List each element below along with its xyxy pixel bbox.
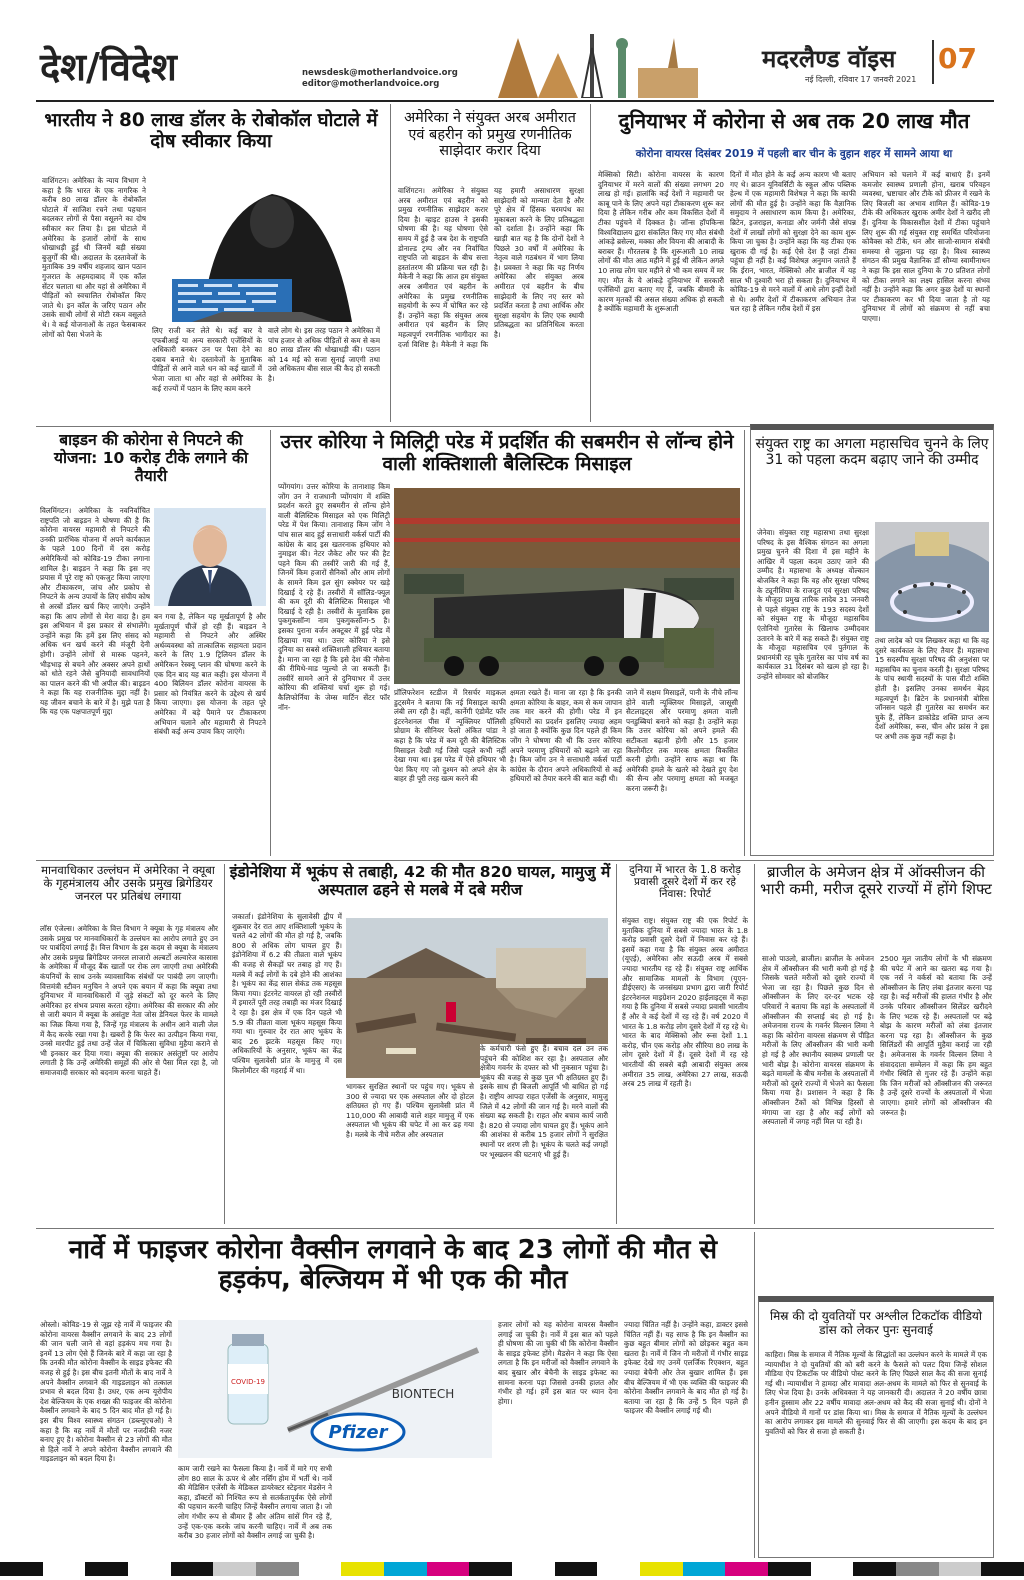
egypt-headline: मिस्र की दो युवतियों पर अश्लील टिकटॉक वीडियो डांस को लेकर पुनः सुनवाई [769, 1309, 982, 1337]
landmarks-illustration [478, 28, 708, 98]
missile-body-3: क्षमता रखते हैं। माना जा रहा है कि इनकी क्षमता कोरिया के बाहर, कम से कम जापान तक मार करने की होगी। परेड में इन हथियारों का प्रदर्शन इसलिए ज्यादा अहम हो जाता है क्योंकि कुछ दिन पहले ही किम जोंग ने घोषणा की थी कि उत्तर कोरिया अपने परमाणु हथियारों को बढ़ाने जा रहा है। किम जोंग उन ने सत्ताधारी वर्कर्स पार्टी कांग्रेस के दौरान अपने अधिकारियों से कई हथियारों को तैयार करने की बात कही थी। [510, 688, 622, 784]
vial-label: COVID-19 [231, 1378, 265, 1386]
robocall-body-1: वाशिंगटन। अमेरिका के न्याय विभाग ने कहा है कि भारत के एक नागरिक ने करीब 80 लाख डॉलर के रोबोकॉल घोटाले में साजिश रचने तथा पहचान बदलकर लोगों से पैसा वसूलने का दोष स्वीकार कर लिया है। इस घोटाले में अमेरिका के हजारों लोगों के साथ धोखाधड़ी हुई थी जिनमें बड़ी संख्या बुजुर्गों की थी। अदालत के दस्तावेजों के मुताबिक 39 वर्षीय शहजाद खान पठान गुजरात के अहमदाबाद में एक कॉल सेंटर चलाता था और यहां से अमेरिका में पीड़ितों को स्वचालित रोबोकॉल किए जाते थे। इन कॉल के जरिए पठान और उसके साथी लोगों से मोटी रकम वसूलते थे। वे कई योजनाओं के तहत फेसबाकर लोगों को पैसा भेजने के [42, 176, 146, 339]
hacker-image [152, 174, 382, 322]
brazil-body-2: 2500 मूल जातीय लोगों के भी संक्रमण की चपेट में आने का खतरा बढ़ गया है। एक नर्स ने वर्कर्स को बताया कि उन्हें ऑक्सीजन के लिए लंबा इंतजार करना पड़ रहा है। कई मरीजों की हालत गंभीर है और उनके परिवार ऑक्सीजन सिलेंडर खरीदने के लिए भटक रहे हैं। अस्पतालों पर बढ़े बोझ के कारण मरीजों को लंबा इंतजार करना पड़ रहा है। ऑक्सीजन के कुछ सिलिंडरों की आपूर्ति मुहैया कराई जा रही है। अमेजनास के गवर्नर विल्सन लिमा ने संवाददाता सम्मेलन में कहा कि हम बहुत गंभीर स्थिति से गुजर रहे हैं। उन्होंने कहा कि जिन मरीजों को ऑक्सीजन की जरूरत है उन्हें दूसरे राज्यों के अस्पतालों में भेजा जाएगा। हमारे लोगों को ऑक्सीजन की जरूरत है। [880, 954, 992, 1117]
norway-body-2: काम जारी रखने का फैसला किया है। नार्वे में मारे गए सभी लोग 80 साल के ऊपर थे और नर्सिंग होम में भर्ती थे। नार्वे की मेडिसिन एजेंसी के मेडिकल डायरेक्टर स्टेइनार मेडसेन ने कहा, डॉक्टरों को निश्चित रूप से सतर्कतापूर्वक ऐसे लोगों की पहचान करनी चाहिए जिन्हें वैक्सीन लगाया जाता है। जो लोग गंभीर रूप से बीमार हैं और अंतिम सांसें गिन रहे हैं, उन्हें एक-एक करके जांच करनी चाहिए। नार्वे में अब तक करीब 30 हजार लोगों को वैक्सीन लगाई जा चुकी है। [178, 1464, 332, 1541]
biden-photo [154, 508, 266, 606]
missile-photo [394, 488, 740, 684]
article-biden [36, 430, 266, 856]
un-body-2: तथा लादेब को पत्र लिखकर कहा था कि वह दूसरे कार्यकाल के लिए तैयार हैं। महासभा 15 सदस्यीय सुरक्षा परिषद की अनुशंसा पर महासचिव का चुनाव करती है। सुरक्षा परिषद के पांच स्थायी सदस्यों के पास वीटो शक्ति होती है। इसलिए उनका समर्थन बेहद महत्वपूर्ण है। ब्रिटेन के प्रधानमंत्री बोरिस जॉनसन पहले ही गुतारेस का समर्थन कर चुके हैं, लेकिन डाकोडेड शक्ति प्राप्त अन्य देशों अमेरिका, रूस, चीन और फ्रांस ने इस पर अभी तक कुछ नहीं कहा है। [875, 636, 989, 741]
norway-body-4: ज्यादा चिंतित नहीं है। उन्होंने कहा, डाक्टर इससे चिंतित नहीं हैं। यह साफ है कि इन वैक्सीन का कुछ बहुत बीमार लोगों को छोड़कर बहुत कम खतरा है। नार्वे में जिन नौ मरीजों में गंभीर साइड इफेक्ट देखे गए उनमें एलर्जिक रिएक्शन, बहुत ज्यादा बेचैनी और तेज बुखार शामिल हैं। इस बीच बेल्जियम में भी एक व्यक्ति की फाइजर की कोरोना वैक्सीन लगवाने के बाद मौत हो गई है। बताया जा रहा है कि उन्हें 5 दिन पहले ही फाइजर की वैक्सीन लगाई गई थी। [624, 1320, 748, 1416]
deaths-body-2: दिनों में मौत होने के कई अन्य कारण भी बताए गए थे। ब्राउन यूनिवर्सिटी के स्कूल ऑफ पब्लिक हेल्थ में एक महामारी विशेषज्ञ ने कहा कि काफी लोगों की मौत हुई है। उन्होंने कहा कि वैज्ञानिक समुदाय ने असाधारण काम किया है। अमेरिका, ब्रिटेन, इजराइल, कनाडा और जर्मनी जैसे संपन्न देशों में लाखों लोगों को सुरक्षा देने का काम शुरू किया जा चुका है। उन्होंने कहा कि यह टीका एक खुराक दी गई है। कई ऐसे देश हैं जहां टीका पहुंचा ही नहीं है। कई विशेषज्ञ अनुमान जताते हैं कि ईरान, भारत, मेक्सिको और ब्राजील में यह साल भी दुश्वारी भरा हो सकता है। दुनियाभर में कोविड-19 से मरने वालों में आधे लोग इन्हीं देशों से थे। अमीर देशों में टीकाकरण अभियान तेज चल रहा है लेकिन गरीब देशों में इस [730, 170, 856, 314]
masthead [0, 0, 1024, 100]
cuba-body: लॉस एंजेल्स। अमेरिका के वित्त विभाग ने क्यूबा के गृह मंत्रालय और उसके प्रमुख पर मानवाधिकारों के उल्लंघन का आरोप लगाते हुए उन पर पाबंदियां लगाई हैं। वित्त विभाग के इस कदम से क्यूबा के मंत्रालय और उसके प्रमुख ब्रिगेडियर जनरल लाजारो अल्बर्टो अल्वारेज कासास के अमेरिका में मौजूद बैंक खातों पर रोक लग जाएगी तथा अमेरिकी कंपनियों के साथ उनके व्यावसायिक संबंधों पर पाबंदी लग जाएगी। वित्तमंत्री स्टीवन मनुचिन ने अपने एक बयान में कहा कि क्यूबा तथा दुनियाभर में मानवाधिकारों में जुड़े संकटों को दूर करने के लिए अमेरिका हर संभव प्रयास करता रहेगा। अमेरिका की सरकार की ओर से जारी बयान में क्यूबा के असंतुष्ट नेता जोस डेनियल फेरर के मामले का जिक्र किया गया है, जिन्हें गृह मंत्रालय के अधीन आने वाली जेल में कैद करके रखा गया है। खबरों है कि फेरर का उत्पीड़न किया गया, उनसे मारपीट हुई तथा उन्हें जेल में चिकित्सा सुविधा मुहैया कराने से भी इनकार कर दिया गया। क्यूबा की सरकार असंतुष्टों पर आरोप लगाती है कि उन्हें अमेरिकी समूहों की ओर से पैसा मिल रहा है, जो समाजवादी सरकार को बदनाम करना चाहते हैं। [40, 924, 218, 1077]
article-migrants [620, 864, 750, 1224]
norway-headline: नार्वे में फाइजर कोरोना वैक्सीन लगवाने के बाद 23 लोगों की मौत से हड़कंप, बेल्जियम में भी एक की मौत [68, 1235, 718, 1295]
egypt-body: काहिरा। मिस्र के समाज में नैतिक मूल्यों के सिद्धांतों का उल्लंघन करने के मामले में एक न्यायाधीश ने दो युवतियों की को बरी करने के फैसले को पलट दिया जिन्हें सोशल मीडिया ऐप टिकटॉक पर वीडियो पोस्ट करने के लिए पिछले साल कैद की सजा सुनाई गई थी। न्यायाधीश ने हामदा और मावादा अल-अधम के मामले को फिर से सुनवाई के लिए भेज दिया है। उनके अधिवक्ता ने यह जानकारी दी। अदालत ने 20 वर्षीय छात्रा हनीन हुस्साम और 22 वर्षीय मावादा अल-अधम को कैद की सजा सुनाई थी। दोनों ने अपने वीडियो में गानों पर डांस किया था। मिस्र के समाज में नैतिक मूल्यों के उल्लंघन का आरोप लगाकर इस मामले की सुनवाई फिर से की जाएगी। इस कदम के बाद इन युवतियों को फिर से सजा हो सकती है। [765, 1350, 987, 1436]
deaths-headline: दुनियाभर में कोरोना से अब तक 20 लाख मौत [618, 109, 970, 133]
migrants-body: संयुक्त राष्ट्र। संयुक्त राष्ट्र की एक रिपोर्ट के मुताबिक दुनिया में सबसे ज्यादा भारत के 1.8 करोड़ प्रवासी दूसरे देशों में निवास कर रहे हैं। इसमें कहा गया है कि संयुक्त अरब अमीरात (यूएई), अमेरिका और सऊदी अरब में सबसे ज्यादा भारतीय रह रहे हैं। संयुक्त राष्ट्र आर्थिक और सामाजिक मामलों के विभाग (यूएन-डीईएसए) के जनसंख्या प्रभाग द्वारा जारी रिपोर्ट इंटरनेशनल माइग्रेशन 2020 हाईलाइट्स में कहा गया है कि दुनिया में सबसे ज्यादा प्रवासी भारतीय हैं और वे कई देशों में रह रहे हैं। वर्ष 2020 में भारत के 1.8 करोड़ लोग दूसरे देशों में रह रहे थे। भारत के बाद मेक्सिको और रूस देशों 1.1 करोड़, चीन एक करोड़ और सीरिया 80 लाख के लोग दूसरे देशों में हैं। दूसरे देशों में रह रहे भारतीयों की सबसे बड़ी आबादी संयुक्त अरब अमीरात 35 लाख, अमेरिका 27 लाख, सऊदी अरब 25 लाख में रहती है। [622, 916, 748, 1089]
migrants-headline: दुनिया में भारत के 1.8 करोड़ प्रवासी दूसरे देशों में कर रहे निवास: रिपोर्ट [629, 864, 741, 901]
section-title: देश/विदेश [40, 45, 177, 89]
missile-body-2: प्रॉलिफरेशन स्टडीज में रिसर्चर माइकल डुट्समैन ने बताया कि नई मिसाइल काफी लंबी लग रही है। वहीं, कार्नेगी एंडोमेंट फॉर इंटरनेशनल पीस में न्यूक्लियर पॉलिसी प्रोग्राम के सीनियर फेलो अंकित पांडा ने कहा है कि परेड में कम दूरी की बैलिस्टिक मिसाइल देखी गई जिसे पहले कभी नहीं देखा गया था। इस परेड में ऐसे हथियार भी पेश किए गए जो दुश्मन को अपने क्षेत्र के बाहर ही पूरी तरह खत्म करने की [394, 688, 506, 784]
deaths-subhead: कोरोना वायरस दिसंबर 2019 में पहली बार चीन के वुहान शहर में सामने आया था [635, 148, 953, 160]
article-uae [394, 104, 586, 424]
brazil-body-1: साओ पाउलो, ब्राजील। ब्राजील के अमेजन क्षेत्र में ऑक्सीजन की भारी कमी हो गई है जिसके चलते मरीजों को दूसरे राज्यों में भेजा जा रहा है। पिछले कुछ दिन से ऑक्सीजन के लिए दर-दर भटक रहे परिवारों ने बताया कि वहां के अस्पतालों में ऑक्सीजन की सप्लाई बंद हो गई है। अमेजनास राज्य के गवर्नर विल्सन लिमा ने कहा कि कोरोना वायरस संक्रमण से पीड़ित मरीजों के लिए ऑक्सीजन की भारी कमी हो गई है और स्थानीय स्वास्थ्य प्रणाली पर भारी बोझ है। कोरोना वायरस संक्रमण के बढ़ते मामलों के बीच मनौस के अस्पतालों में मरीजों को दूसरे राज्यों में भेजने का फैसला किया गया है। प्रशासन ने कहा है कि ऑक्सीजन टैंकों को विभिन्न हिस्सों से मंगाया जा रहा है और कई लोगों को अस्पतालों में जगह नहीं मिल पा रही है। [762, 954, 874, 1127]
article-robocall [36, 104, 386, 424]
missile-headline: उत्तर कोरिया ने मिलिट्री परेड में प्रदर्शित की सबमरीन से लॉन्च होने वाली शक्तिशाली बैलिस्टिक मिसाइल [280, 431, 734, 475]
missile-body-1: प्योंगयांग। उत्तर कोरिया के तानाशाह किम जोंग उन ने राजधानी प्योंगयांग में शक्ति प्रदर्शन करते हुए सबमरीन से लॉन्च होने वाली बैलिस्टिक मिसाइल को एक मिलिट्री परेड में पेश किया। तानाशाह किम जोंग ने पांच साल बाद हुई सत्ताधारी वर्कर्स पार्टी की कांग्रेस के बाद इस खतरनाक हथियार को नुमाइश की। नेटर जैकेट और फर की हैट पहने किम की तस्वीरें जारी की गई हैं, जिनमें किम हजारों सैनिकों और आम लोगों के सामने किम इल सुंग स्क्वेयर पर खड़े दिखाई दे रहे हैं। तस्वीरों में सॉलिड-फ्यूल की कम दूरी की बैलिस्टिक मिसाइल भी दिखाई दे रही है। तस्वीरों के मुताबिक इस पुकगुकसॉन्ग नाम पुकगुकसॉन्ग-5 है। इसका पुराना वर्जन अक्टूबर में हुई परेड में दिखाया गया था। उत्तर कोरिया ने इसे दुनिया का सबसे शक्तिशाली हथियार बताया है। माना जा रहा है कि इसे देश की नौसेना की रीमिथे-माड प्युल्यो ले जा सकती हैं। तस्वीरें सामने आने से दुनियाभर में उत्तर कोरिया की शक्तियां चर्चा शुरू हो गई। कैलिफोर्निया के जेम्स मार्टिन सेंटर फॉर नॉन- [278, 482, 390, 712]
norway-body-2b [338, 1464, 492, 1556]
email-editor[interactable]: editor@motherlandvoice.org [302, 79, 440, 89]
cuba-headline: मानवाधिकार उल्लंघन में अमेरिका ने क्यूबा के गृहमंत्रालय और उसके प्रमुख ब्रिगेडियर जनरल पर प्रतिबंध लगाया [41, 863, 215, 904]
article-brazil [758, 864, 994, 1224]
article-cuba [36, 864, 220, 1224]
deaths-body-3: अभियान को चलाने में कई बाधाएं हैं। इनमें कमजोर स्वास्थ्य प्रणाली होना, खराब परिवहन व्यवस्था, भ्रष्टाचार और टीके को फ्रीजर में रखने के लिए बिजली का अभाव शामिल हैं। कोविड-19 टीके की अधिकतर खुराक अमीर देशों ने खरीद ली हैं। दुनिया के विकासशील देशों में टीका पहुंचाने लिए शुरू की गई संयुक्त राष्ट्र समर्थित परियोजना कोवैक्स को टीके, धन और साजो-सामान संबंधी समस्या से जूझना पड़ रहा है। विश्व स्वास्थ्य संगठन की प्रमुख वैज्ञानिक डॉ सौम्या स्वामीनाथन ने कहा कि इस साल दुनिया के 70 प्रतिशत लोगों को टीका लगाने का लक्ष्य हासिल करना संभव नहीं है। उन्होंने कहा कि अगर कुछ देशों या स्थानों पर टीकाकरण कर भी दिया जाता है तो यह दुनियाभर में लोगों को संक्रमण से नहीं बचा पाएगा। [862, 170, 990, 323]
uae-headline: अमेरिका ने संयुक्त अरब अमीरात एवं बहरीन को प्रमुख रणनीतिक साझेदार करार दिया [404, 110, 576, 160]
robocall-body-3: वाले लोग थे। इस तरह पठान ने अमेरिका में पांच हजार से अधिक पीड़ितों से कम से कम 80 लाख डॉलर की धोखाधड़ी की। पठान को 14 मई को सजा सुनाई जाएगी तथा उसे अधिकतम बीस साल की कैद हो सकती है। [268, 326, 380, 383]
article-un [750, 424, 994, 856]
brazil-headline: ब्राजील के अमेजन क्षेत्र में ऑक्सीजन की भारी कमी, मरीज दूसरे राज्यों में होंगे शिफ्ट [760, 863, 992, 899]
article-missile [274, 430, 740, 856]
norway-body-1: ओस्लो। कोविड-19 से जूझ रहे नार्वे में फाइजर की कोरोना वायरस वैक्सीन लगवाने के बाद 23 लोगों की जान चली जाने से वहां हड़कंप मच गया है। इनमें 13 लोग ऐसे हैं जिनके बारे में कहा जा रहा है कि उनकी मौत कोरोना वैक्सीन के साइड इफेक्ट की वजह से हुई है। इस बीच इतनी मौतों के बाद नार्वे ने अपने वैक्सीन लगवाने की गाइडलाइन को तत्काल प्रभाव से बदल दिया है। उधर, एक अन्य यूरोपीय देश बेल्जियम के एक शख्स की फाइजर की कोरोना वैक्सीन लगवाने के बाद 5 दिन बाद मौत हो गई है। इस बीच विश्व स्वास्थ्य संगठन (डब्ल्यूएचओ) ने कहा है कि वह नार्वे में मौतों पर नजदीकी नजर बनाए हुए है। कोरोना वैक्सीन से 23 लोगों की मौत से हिले नार्वे ने अपने कोरोना वैक्सीन लगवाने की गाइडलाइन को बदल दिया है। [40, 1320, 172, 1464]
article-deaths [594, 104, 994, 424]
paper-name: मदरलैण्ड वॉइस [762, 44, 896, 73]
email-newsdesk[interactable]: newsdesk@motherlandvoice.org [302, 68, 458, 78]
uae-body: वाशिंगटन। अमेरिका ने संयुक्त अरब अमीरात एवं बहरीन को प्रमुख रणनीतिक साझेदार करार दिया है। व्हाइट हाउस ने इसकी घोषणा की है। यह घोषणा ऐसे समय में हुई है जब देश के राष्ट्रपति डोनाल्ड ट्रम्प और नव निर्वाचित राष्ट्रपति जो बाइडन के बीच सत्ता हस्तांतरण की प्रक्रिया चल रही है। मैकेनी ने कहा कि आज हम संयुक्त अरब अमीरात एवं बहरीन के अमेरिका के प्रमुख रणनीतिक सहयोगी के रूप में घोषित कर रहे हैं। उन्होंने कहा कि संयुक्त अरब अमीरात एवं बहरीन के लिए महत्वपूर्ण रणनीतिक भागीदार का दर्जा विशिष्ट है। मैकेनी ने कहा कि यह हमारी असाधारण सुरक्षा साझेदारी को मान्यता देता है और पूरे क्षेत्र में हिंसक चरमपंथ का मुकाबला करने के लिए प्रतिबद्धता को दर्शाता है। उन्होंने कहा कि खाड़ी बात यह है कि दोनों देशों ने पिछले 30 वर्षों में अमेरिका के नेतृत्व वाले गठबंधन में भाग लिया है। प्रवक्ता ने कहा कि यह निर्णय अमेरिका और संयुक्त अरब अमीरात एवं बहरीन के बीच साझेदारी के लिए नए स्तर को प्रदर्शित करता है तथा आर्थिक और सुरक्षा सहयोग के लिए एक स्थायी प्रतिबद्धता का प्रतिनिधित्व करता है। [398, 186, 584, 349]
pfizer-logo: Pfizer [328, 1422, 388, 1443]
missile-body-4: जाने में सक्षम मिसाइलें, पानी के नीचे लॉन्च होने वाली न्यूक्लियर मिसाइलें, जासूसी सैटलाइट्स और परमाणु क्षमता वाली पनडुब्बियां बनाने को कहा है। उन्होंने कहा कि उत्तर कोरिया को अपने हमले की सटीकता बढ़ानी होगी और 15 हजार किलोमीटर तक मारक क्षमता विकसित करनी होगी। उन्होंने साफ कहा था कि अमेरिकी हमले के खतरे को देखते हुए देश की सैन्य और परमाणु क्षमता को मजबूत करना जरूरी है। [626, 688, 738, 793]
dateline: नई दिल्ली, रविवार 17 जनवरी 2021 [805, 75, 917, 84]
article-norway [36, 1232, 750, 1558]
page-number: 07 [938, 42, 977, 75]
biden-headline: बाइडन की कोरोना से निपटने की योजना: 10 करोड़ टीके लगाने की तैयारी [54, 431, 248, 485]
un-council-photo [875, 522, 989, 632]
article-indonesia [228, 864, 612, 1224]
biden-body-2: बन गया है, लेकिन यह मूर्खतापूर्ण है और मूर्खतापूर्ण चीजें हो रही हैं। बाइडन ने महामारी से निपटने और अस्थिर अर्थव्यवस्था को तात्कालिक सहायता प्रदान करने के लिए 1.9 ट्रिलियन डॉलर के अमेरिकन रेस्क्यू प्लान की घोषणा करने के एक दिन बाद यह बात कही। इस योजना में 400 बिलियन डॉलर कोरोना वायरस के प्रसार को नियंत्रित करने के उद्देश्य से खर्च किया जाएगा। इस योजना के तहत पूरे अमेरिका में बड़े पैमाने पर टीकाकरण अभियान चलाने और महामारी से निपटने संबंधी कई अन्य उपाय किए जाएंगे। [154, 612, 266, 737]
biden-body-1: विलमिंगटन। अमेरिका के नवनिर्वाचित राष्ट्रपति जो बाइडन ने घोषणा की है कि कोरोना वायरस महामारी से निपटने की उनकी प्रारंभिक योजना में अपने कार्यकाल के पहले 100 दिनों में दस करोड़ अमेरिकियों को कोविड-19 टीका लगाना शामिल है। बाइडन ने कहा कि इस नए प्रयास में पूरे राष्ट्र को एकजुट किया जाएगा और टीकाकरण, जांच और प्रकोप से निपटने के अन्य उपायों के लिए संघीय कोष से अरबों डॉलर खर्च किए जाएंगे। उन्होंने कहा कि आप लोगों से मेरा वादा है। हम इस अभियान में इस प्रकार से संभालेंगे। उन्होंने कहा कि हमें इस लिए संसद को अधिक धन खर्च करने की मंजूरी देनी होगी। उन्होंने लोगों से मास्क पहनने, भीड़भाड़ से बचने और अक्सर अपने हाथों को धोते रहने जैसे बुनियादी सावधानियों का पालन करने की भी अपील की। बाइडन ने कहा कि यह राजनीतिक मुद्दा नहीं है। यह जीवन बचाने के बारे में है। मुझे पता है कि यह एक पक्षपातपूर्ण मुद्दा [40, 506, 150, 717]
robocall-headline: भारतीय ने 80 लाख डॉलर के रोबोकॉल घोटाले में दोष स्वीकार किया [44, 110, 378, 153]
article-egypt [758, 1296, 994, 1558]
biontech-logo: BIONTECH [391, 1387, 455, 1401]
indonesia-body-1: जकार्ता। इंडोनेशिया के सुलावेसी द्वीप में शुक्रवार देर रात आए शक्तिशाली भूकंप के चलते 42 लोगों की मौत हो गई है, जबकि 800 से अधिक लोग घायल हुए हैं। इंडोनेशिया में 6.2 की तीव्रता वाले भूकंप की वजह से सैकड़ों घर तबाह हो गए हैं। मलबे में कई लोगों के दबे होने की आशंका है। भूकंप का केंद्र साल सेकंड तक महसूस किया गया। इंटरनेट वायरल हो रही तस्वीरों में इमारतें पूरी तरह तबाही का मंजर दिखाई दे रहा है। इस क्षेत्र में एक दिन पहले भी 5.9 की तीव्रता वाला भूकंप महसूस किया गया था। गुरुवार देर रात आए भूकंप के बाद 26 झटके महसूस किए गए। अधिकारियों के अनुसार, भूकंप का केंद्र पश्चिम सुलावेसी प्रांत के मामुजु में दस किलोमीटर की गहराई में था। [232, 912, 342, 1075]
deaths-body-1: मेक्सिको सिटी। कोरोना वायरस के कारण दुनियाभर में मरने वालों की संख्या लगभग 20 लाख हो गई। हालांकि कई देशों ने महामारी पर काबू पाने के लिए अपने यहां टीकाकरण शुरू कर दिया है लेकिन गरीब और कम विकसित देशों में टीका पहुंचने में दिक्कत है। जॉन्स हॉपकिन्स विश्वविद्यालय द्वारा संकलित किए गए मौत संबंधी आंकड़े ब्रसेल्स, मक्का और वियना की आबादी के बराबर हैं। गौरतलब है कि शुरूआती 10 लाख लोगों की मौत आठ महीने में हुई थी लेकिन अगले 10 लाख लोग चार महीने से भी कम समय में मर गए। मौत के ये आंकड़े दुनियाभर में सरकारी एजेंसियों द्वारा बताए गए हैं, जबकि बीमारी के कारण मृतकों की असल संख्या अधिक हो सकती है क्योंकि महामारी के शुरूआती [598, 170, 724, 314]
un-body-1: जेनेवा। संयुक्त राष्ट्र महासभा तथा सुरक्षा परिषद के इस वैश्विक संगठन का अगला प्रमुख चुनने की दिशा में इस महीने के आखिर में पहला कदम उठाए जाने की उम्मीद है। महासभा के अध्यक्ष वोल्कान बोजकिर ने कहा कि वह और सुरक्षा परिषद के ट्यूनीशिया के राजदूत एवं सुरक्षा परिषद के मौजूदा प्रमुख तारिक लादेब 31 जनवरी से पहले संयुक्त राष्ट्र के 193 सदस्य देशों को संयुक्त राष्ट्र के मौजूदा महासचिव एंतोनियो गुतारेस के खिलाफ उम्मीदवार उतारने के बारे में कह सकते हैं। संयुक्त राष्ट्र के मौजूदा महासचिव एवं पुर्तगाल के प्रधानमंत्री रह चुके गुतारेस का पांच वर्ष का कार्यकाल 31 दिसंबर को खत्म हो रहा है। उन्होंने सोमवार को बोजकिर [757, 528, 869, 681]
indonesia-headline: इंडोनेशिया में भूकंप से तबाही, 42 की मौत 820 घायल, मामुजु में अस्पताल ढहने से मलबे में दबे मरीज [229, 863, 611, 899]
indonesia-body-2: भागकर सुरक्षित स्थानों पर पहुंच गए। भूकंप से 300 से ज्यादा घर एक अस्पताल और दो होटल क्षतिग्रस्त हो गए हैं। पश्चिम सुलावेसी प्रांत में 110,000 की आबादी वाले शहर मामुजु में एक अस्पताल भी भूकंप की चपेट में आ कर ढह गया है। मलबे के नीचे मरीज और अस्पताल [346, 1082, 474, 1139]
norway-body-3: हजार लोगों को यह कोरोना वायरस वैक्सीन लगाई जा चुकी है। नार्वे में इस बात को पहले ही घोषणा की जा चुकी थी कि कोरोना वैक्सीन के साइड इफेक्ट होंगे। मैडसेन ने कहा कि ऐसा लगता है कि इन मरीजों को वैक्सीन लगवाने के बाद बुखार और बेचैनी के साइड इफेक्ट का सामना करना पड़ा जिससे उनकी हालत और गंभीर हो गई। हमें इस बात पर ध्यान देना होगा। [498, 1320, 618, 1406]
indonesia-body-3: के कर्मचारी फंसे हुए हैं। बचाव दल उन तक पहुंचने की कोशिश कर रहा है। अस्पताल और क्षेत्रीय गवर्नर के दफ्तर को भी नुकसान पहुंचा है। भूकंप की वजह से कुछ पुल भी क्षतिग्रस्त हुए हैं। इसके साथ ही बिजली आपूर्ति भी बाधित हो गई है। राष्ट्रीय आपदा राहत एजेंसी के अनुसार, मामुजु जिले में 42 लोगों की जान गई है। मरने वालों की संख्या बढ़ सकती है। राहत और बचाव कार्य जारी है। 820 से ज्यादा लोग घायल हुए हैं। भूकंप आने की आशंका से करीब 15 हजार लोगों ने सुरक्षित स्थानों पर शरण ली है। भूकंप के चलते कई जगहों पर भूस्खलन की घटनाएं भी हुई हैं। [480, 1044, 608, 1220]
vaccine-photo [178, 1320, 492, 1458]
robocall-body-2: लिए राजी कर लेते थे। कई बार वे एफबीआई या अन्य सरकारी एजेंसियों के अधिकारी बनकर उन पर पैसा देने का दबाव बनाते थे। दस्तावेजों के मुताबिक पीड़ितों से आने वाले धन को कई खातों में भेजा जाता था और वहां से अमेरिका के कई राज्यों में पठान के लिए काम करने [152, 326, 262, 393]
print-color-bars [0, 1562, 1024, 1576]
un-headline: संयुक्त राष्ट्र का अगला महासचिव चुनने के लिए 31 को पहला कदम बढ़ाए जाने की उम्मीद [755, 436, 989, 469]
